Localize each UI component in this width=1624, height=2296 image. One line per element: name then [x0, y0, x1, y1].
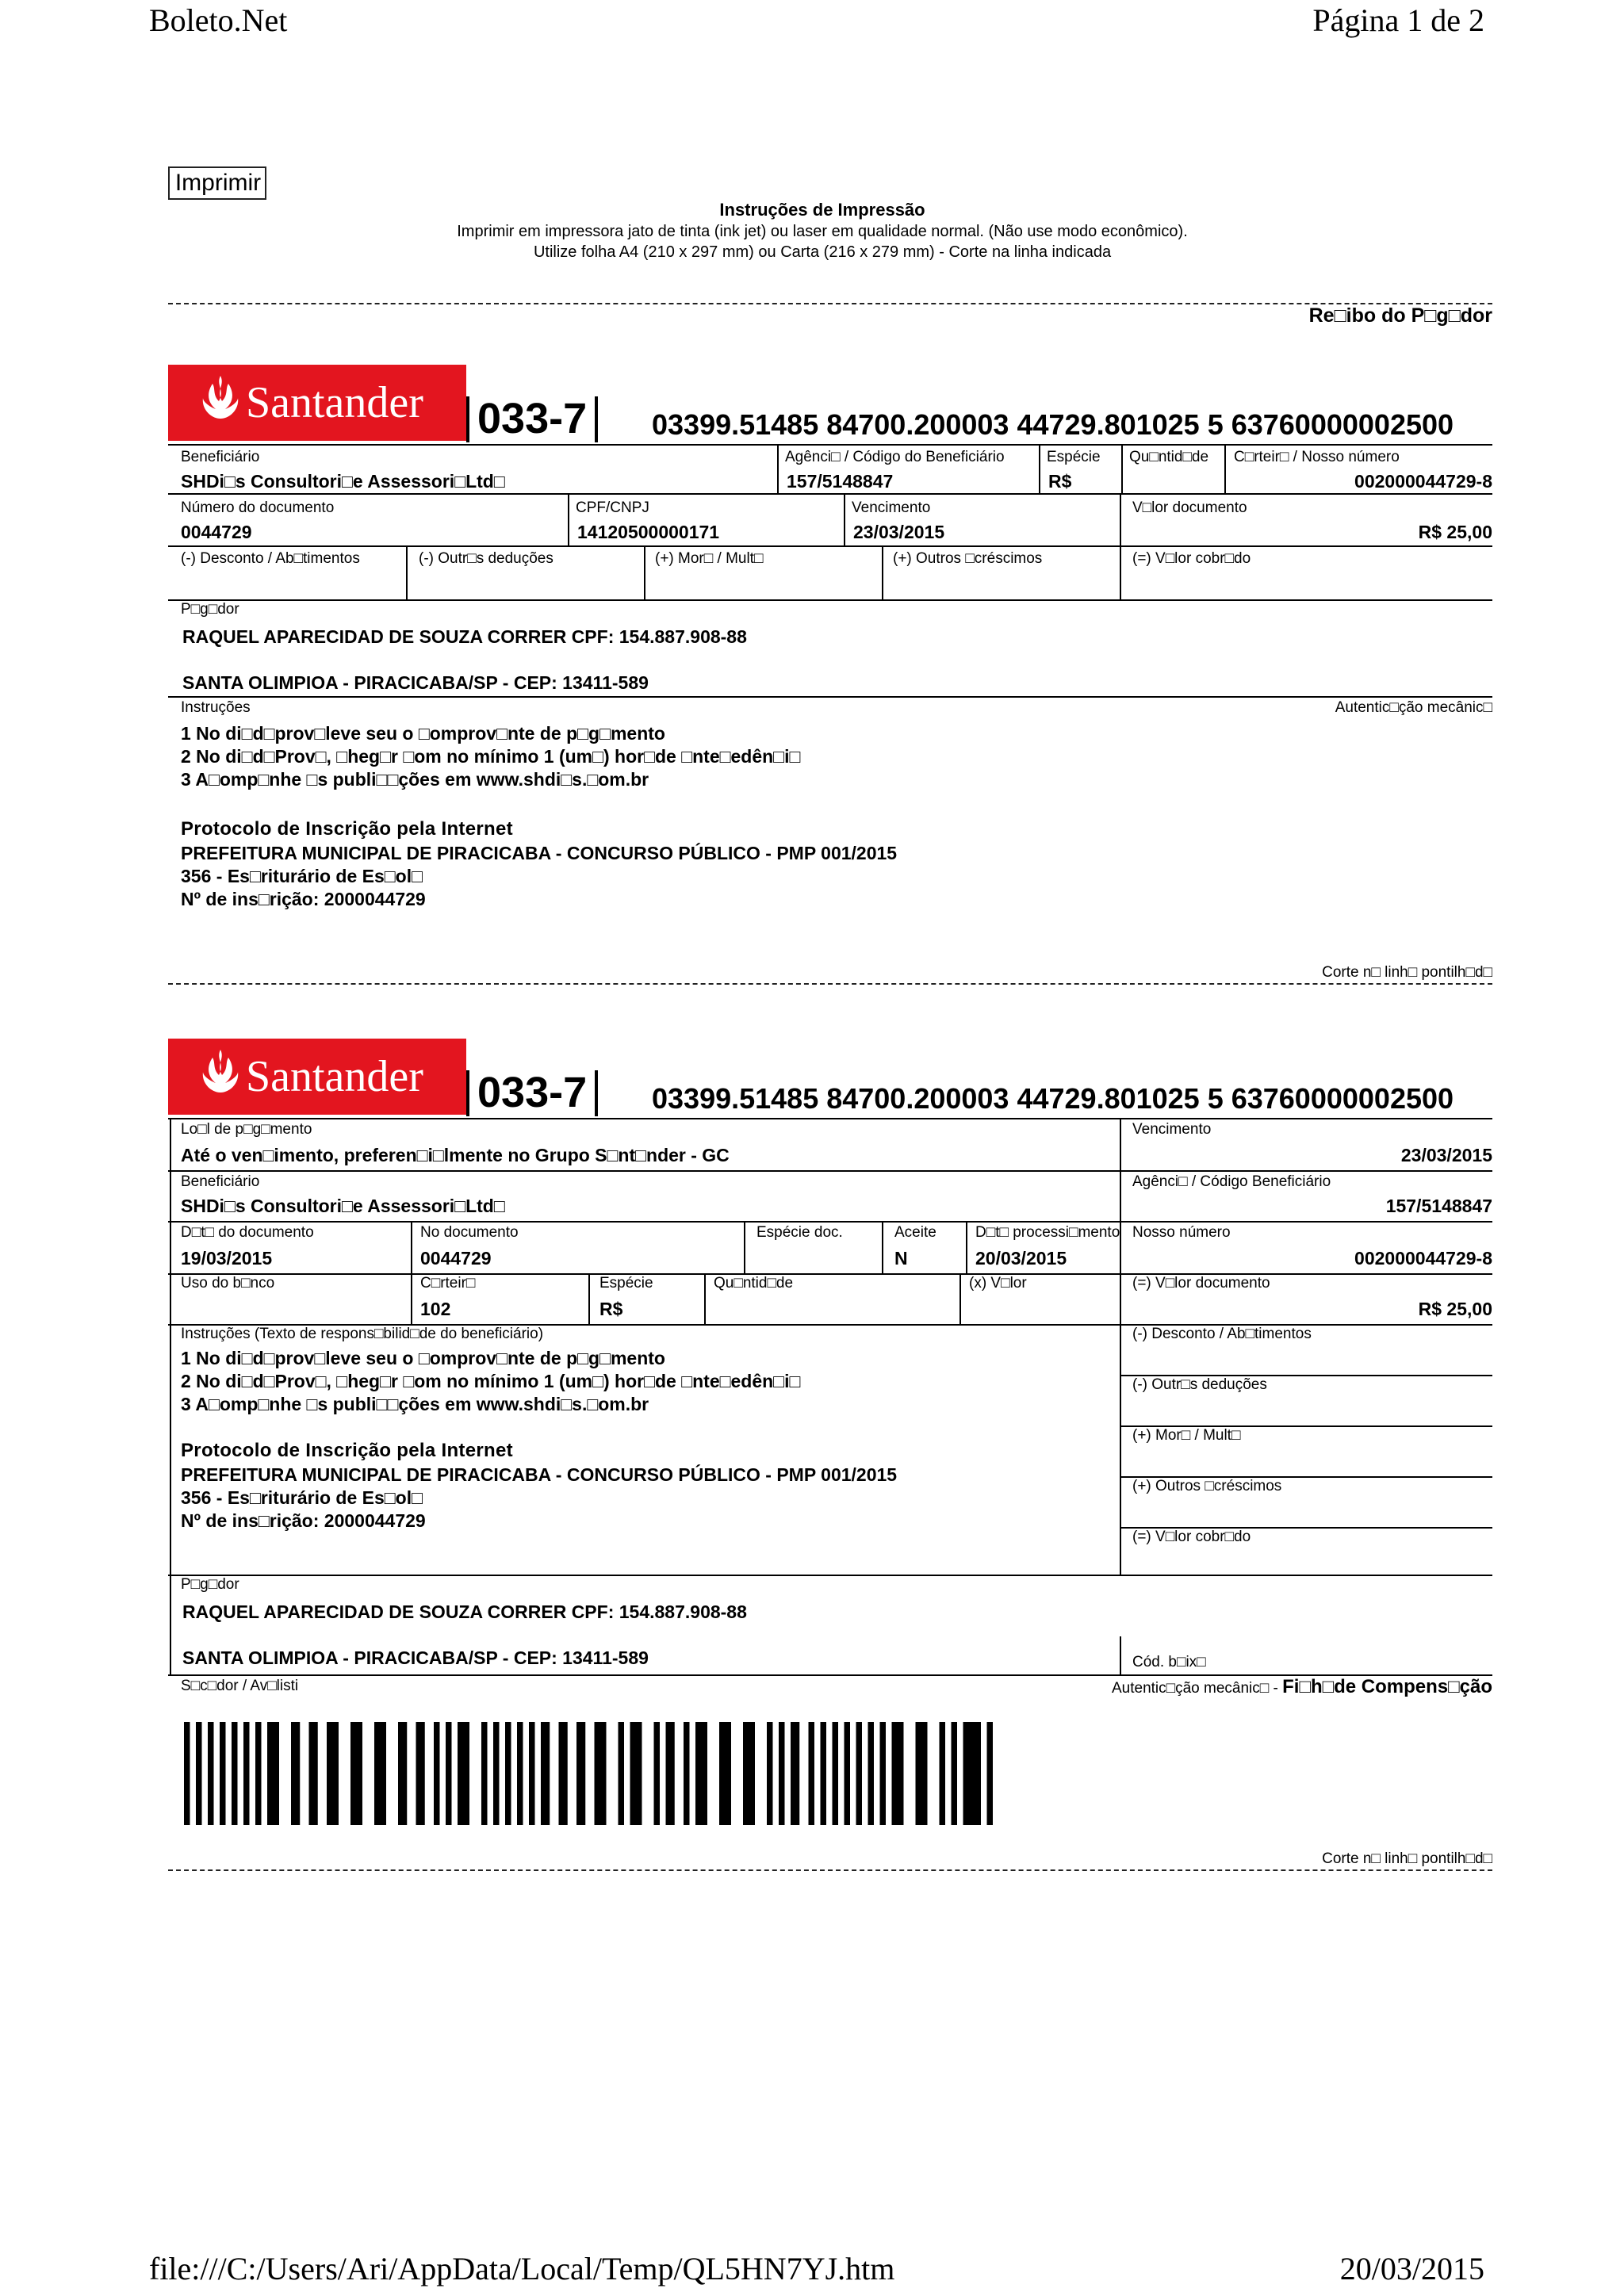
mechanical-auth-label: Autentic□ção mecânic□ - [1111, 1680, 1283, 1697]
barcode-bar [220, 1722, 226, 1825]
barcode-bar [541, 1722, 550, 1825]
our-number-value: 002000044729-8 [1354, 471, 1492, 492]
payment-place-label: Lo□l de p□g□mento [181, 1121, 312, 1138]
document-value: R$ 25,00 [1418, 522, 1492, 542]
penalty-label: (+) Mor□ / Mult□ [1132, 1427, 1241, 1444]
instruction-line-1: 1 No di□d□prov□leve seu o □omprov□nte de p□g□mento [181, 1348, 665, 1368]
instruction-line-3: 3 A□omp□nhe □s publi□□ções em www.shdi□s.□om.br [181, 769, 649, 790]
species-value: R$ [1048, 471, 1072, 492]
bank-name: Santander [246, 1052, 423, 1101]
barcode-bar [458, 1722, 469, 1825]
protocol-line-3: Nº de ins□rição: 2000044729 [181, 889, 426, 909]
our-number-label: Nosso número [1132, 1224, 1231, 1241]
print-instructions-line2: Utilize folha A4 (210 x 297 mm) ou Carta (216 x 279 mm) - Corte na linha indicada [533, 243, 1112, 261]
species-label: Espécie [1047, 449, 1101, 465]
document-date-label: D□t□ do documento [181, 1224, 314, 1241]
print-instructions-title: Instruções de Impressão [719, 200, 925, 220]
barcode-bar [743, 1722, 755, 1825]
payer-label: P□g□dor [181, 1576, 239, 1593]
protocol-line-3: Nº de ins□rição: 2000044729 [181, 1510, 426, 1531]
print-instructions-line1: Imprimir em impressora jato de tinta (ink jet) ou laser em qualidade normal. (Não use modo econômico). [457, 223, 1188, 240]
print-button[interactable]: Imprimir [168, 166, 266, 200]
due-date-label: Vencimento [1132, 1121, 1212, 1138]
compensation-title [1112, 1676, 1492, 1698]
cpf-cnpj-value: 14120500000171 [577, 522, 720, 542]
barcode [184, 1722, 993, 1825]
species-value: R$ [599, 1299, 623, 1319]
processing-date-label: D□t□ processi□mento [975, 1224, 1120, 1241]
quantity-label: Qu□ntid□de [1129, 449, 1209, 465]
barcode-bar [880, 1722, 887, 1825]
charged-value-label: (=) V□lor cobr□do [1132, 550, 1251, 567]
digitable-line[interactable]: 03399.51485 84700.200003 44729.801025 5 63760000002500 [652, 408, 1454, 441]
species-label: Espécie [599, 1275, 653, 1292]
barcode-bar [398, 1722, 407, 1825]
agency-label: Agênci□ / Código do Beneficiário [785, 449, 1005, 465]
other-deductions-label: (-) Outr□s deduções [419, 550, 553, 567]
other-deductions-label: (-) Outr□s deduções [1132, 1376, 1267, 1393]
payer-value: RAQUEL APARECIDAD DE SOUZA CORRER CPF: 154.887.908-88 [182, 1601, 747, 1622]
document-number-label: Número do documento [181, 499, 335, 516]
beneficiary-label: Beneficiário [181, 449, 260, 465]
payer-address: SANTA OLIMPIOA - PIRACICABA/SP - CEP: 13411-589 [182, 672, 649, 693]
acceptance-label: Aceite [894, 1224, 936, 1241]
barcode-bar [809, 1722, 815, 1825]
document-number-value: 0044729 [181, 522, 252, 542]
barcode-bar [481, 1722, 488, 1825]
unit-value-label: (x) V□lor [969, 1275, 1027, 1292]
instructions-label: Instruções (Texto de respons□bilid□de do beneficiário) [181, 1326, 544, 1342]
cut-line [168, 1869, 1492, 1871]
barcode-bar [684, 1722, 690, 1825]
barcode-bar [416, 1722, 425, 1825]
protocol-line-1: PREFEITURA MUNICIPAL DE PIRACICABA - CONCURSO PÚBLICO - PMP 001/2015 [181, 843, 898, 863]
instruction-line-2: 2 No di□d□Prov□, □heg□r □om no mínimo 1 (um□) hor□de □nte□edên□i□ [181, 746, 801, 767]
barcode-bar [505, 1722, 511, 1825]
instruction-line-1: 1 No di□d□prov□leve seu o □omprov□nte de p□g□mento [181, 723, 665, 744]
santander-flame-icon [201, 1048, 239, 1099]
protocol-line-2: 356 - Es□riturário de Es□ol□ [181, 866, 423, 886]
acceptance-value: N [894, 1248, 908, 1269]
barcode-bar [952, 1722, 958, 1825]
barcode-bar [576, 1722, 585, 1825]
instruction-line-2: 2 No di□d□Prov□, □heg□r □om no mínimo 1 (um□) hor□de □nte□edên□i□ [181, 1371, 801, 1391]
barcode-bar [821, 1722, 827, 1825]
cpf-cnpj-label: CPF/CNPJ [576, 499, 649, 516]
beneficiary-value: SHDi□s Consultori□e Assessori□Ltd□ [181, 471, 505, 492]
print-instructions [168, 200, 1477, 262]
mechanical-auth-label: Autentic□ção mecânic□ [1335, 699, 1492, 716]
document-date-value: 19/03/2015 [181, 1248, 273, 1269]
due-date-label: Vencimento [852, 499, 931, 516]
beneficiary-label: Beneficiário [181, 1173, 260, 1190]
barcode-bar [654, 1722, 661, 1825]
write-off-code-label: Cód. b□ix□ [1132, 1654, 1206, 1670]
barcode-bar [892, 1722, 904, 1825]
document-value-label: V□lor documento [1132, 499, 1247, 516]
barcode-bar [916, 1722, 928, 1825]
barcode-bar [833, 1722, 839, 1825]
barcode-bar [446, 1722, 452, 1825]
page-header-title: Boleto.Net [149, 2, 288, 38]
payment-place-value: Até o ven□imento, preferen□i□lmente no Grupo S□nt□nder - GC [181, 1145, 730, 1165]
barcode-bar [529, 1722, 535, 1825]
santander-logo [168, 1039, 466, 1115]
cut-line [168, 983, 1492, 985]
barcode-bar [255, 1722, 262, 1825]
barcode-bar [856, 1722, 863, 1825]
other-additions-label: (+) Outros □créscimos [893, 550, 1043, 567]
processing-date-value: 20/03/2015 [975, 1248, 1067, 1269]
barcode-bar [434, 1722, 440, 1825]
document-number-value: 0044729 [420, 1248, 492, 1269]
barcode-bar [208, 1722, 214, 1825]
beneficiary-value: SHDi□s Consultori□e Assessori□Ltd□ [181, 1196, 505, 1216]
protocol-title: Protocolo de Inscrição pela Internet [181, 1440, 513, 1461]
agency-label: Agênci□ / Código Beneficiário [1132, 1173, 1331, 1190]
protocol-line-1: PREFEITURA MUNICIPAL DE PIRACICABA - CONCURSO PÚBLICO - PMP 001/2015 [181, 1464, 898, 1485]
barcode-bar [791, 1722, 799, 1825]
barcode-bar [327, 1722, 339, 1825]
cut-line-label: Corte n□ linh□ pontilh□d□ [1322, 964, 1492, 981]
barcode-bar [940, 1722, 946, 1825]
quantity-label: Qu□ntid□de [714, 1275, 794, 1292]
wallet-value: 102 [420, 1299, 451, 1319]
document-species-label: Espécie doc. [756, 1224, 843, 1241]
barcode-bar [779, 1722, 785, 1825]
barcode-bar [350, 1722, 362, 1825]
document-value: R$ 25,00 [1418, 1299, 1492, 1319]
document-number-label: No documento [420, 1224, 519, 1241]
instructions-label: Instruções [181, 699, 251, 716]
barcode-bar [267, 1722, 279, 1825]
bank-use-label: Uso do b□nco [181, 1275, 275, 1292]
protocol-line-2: 356 - Es□riturário de Es□ol□ [181, 1487, 423, 1508]
barcode-bar [695, 1722, 707, 1825]
digitable-line[interactable]: 03399.51485 84700.200003 44729.801025 5 63760000002500 [652, 1082, 1454, 1115]
bank-code: 033-7 [466, 396, 598, 442]
our-number-value: 002000044729-8 [1354, 1248, 1492, 1269]
barcode-bar [845, 1722, 851, 1825]
barcode-bar [374, 1722, 386, 1825]
barcode-bar [630, 1722, 642, 1825]
barcode-bar [619, 1722, 625, 1825]
santander-logo [168, 365, 466, 441]
barcode-bar [517, 1722, 523, 1825]
barcode-bar [243, 1722, 250, 1825]
guarantor-label: S□c□dor / Av□listi [181, 1678, 299, 1694]
barcode-bar [184, 1722, 190, 1825]
bank-code: 033-7 [466, 1070, 598, 1116]
wallet-label: C□rteir□ [420, 1275, 476, 1292]
penalty-label: (+) Mor□ / Mult□ [655, 550, 764, 567]
barcode-bar [493, 1722, 500, 1825]
our-number-label: C□rteir□ / Nosso número [1234, 449, 1400, 465]
barcode-bar [719, 1722, 731, 1825]
charged-value-label: (=) V□lor cobr□do [1132, 1529, 1251, 1545]
barcode-bar [987, 1722, 994, 1825]
discount-label: (-) Desconto / Ab□timentos [1132, 1326, 1312, 1342]
barcode-bar [963, 1722, 982, 1825]
barcode-bar [309, 1722, 318, 1825]
barcode-bar [666, 1722, 675, 1825]
instruction-line-3: 3 A□omp□nhe □s publi□□ções em www.shdi□s.□om.br [181, 1394, 649, 1414]
bank-name: Santander [246, 378, 423, 427]
payer-address: SANTA OLIMPIOA - PIRACICABA/SP - CEP: 13411-589 [182, 1647, 649, 1668]
barcode-bar [868, 1722, 875, 1825]
protocol-title: Protocolo de Inscrição pela Internet [181, 818, 513, 840]
santander-flame-icon [201, 374, 239, 425]
barcode-bar [559, 1722, 568, 1825]
agency-value: 157/5148847 [1385, 1196, 1492, 1216]
agency-value: 157/5148847 [787, 471, 894, 492]
page-url: file:///C:/Users/Ari/AppData/Local/Temp/QL5HN7YJ.htm [149, 2251, 895, 2286]
discount-label: (-) Desconto / Ab□timentos [181, 550, 360, 567]
payer-value: RAQUEL APARECIDAD DE SOUZA CORRER CPF: 154.887.908-88 [182, 626, 747, 647]
document-value-label: (=) V□lor documento [1132, 1275, 1270, 1292]
barcode-bar [595, 1722, 607, 1825]
payer-label: P□g□dor [181, 601, 239, 618]
other-additions-label: (+) Outros □créscimos [1132, 1478, 1282, 1494]
cut-line-label: Corte n□ linh□ pontilh□d□ [1322, 1850, 1492, 1867]
compensation-slip-label: Fi□h□de Compens□ção [1282, 1676, 1492, 1697]
page-number: Página 1 de 2 [1312, 2, 1484, 38]
barcode-bar [196, 1722, 202, 1825]
due-date-value: 23/03/2015 [853, 522, 945, 542]
barcode-bar [291, 1722, 300, 1825]
due-date-value: 23/03/2015 [1400, 1145, 1492, 1165]
cut-line [168, 303, 1492, 304]
barcode-bar [767, 1722, 773, 1825]
page-date: 20/03/2015 [1339, 2251, 1484, 2286]
barcode-bar [232, 1722, 238, 1825]
receipt-title: Re□ibo do P□g□dor [1308, 304, 1492, 327]
